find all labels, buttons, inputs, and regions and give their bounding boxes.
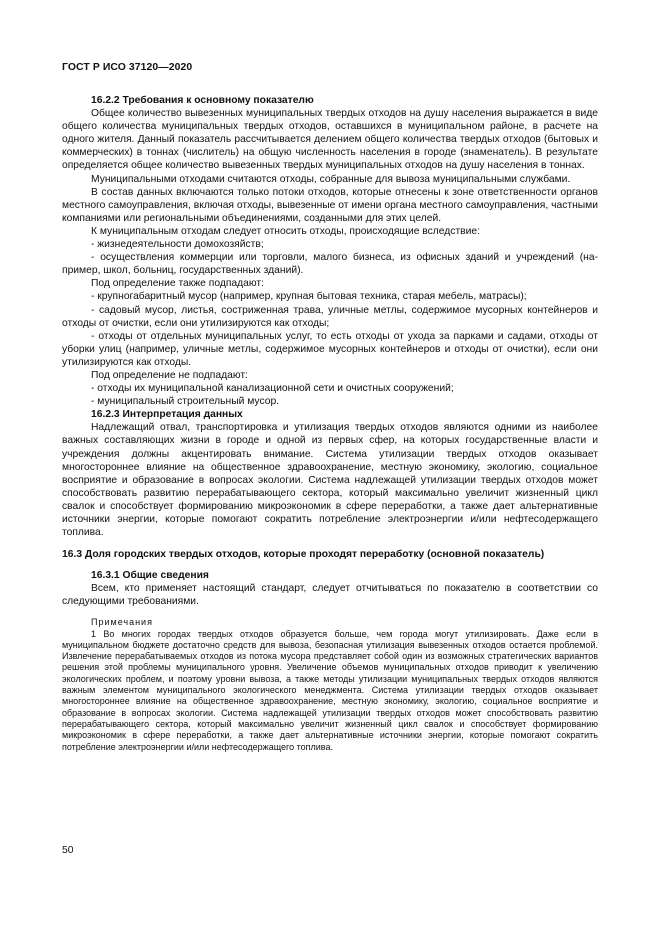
note-1: 1 Во многих городах твердых отходов образуется больше, чем города могут утилизировать. Даже если в муниципальном бюджете достаточно средств для вывоза, безопасная утилизация вывезенных отходов остается проблемой. Извлечение перерабатываемых отходов из потока мусора представляет собой один из возможных стратегических вариантов решения этой проблемы муниципального уровня. Увеличение объемов муниципальных отходов приводит к увеличению экологических проблем, и поэтому уровни вывоза, а также методы утилизации муниципальных твердых отходов являются важным элементом муниципального экологического менеджмента. Система утилизации твердых отходов оказывает многостороннее влияние на общественное здравоохранение, местную экономику, экологию, социальное восприятие и образование в вопросах экологии. Система надлежащей утилизации твердых отходов может способствовать развитию перерабатывающего сектора, который максимально увеличит жизненный цикл свалок и способствует формированию микроэкономик в сфере переработки, а также дает альтернативные источники энергии, которые помогают сократить потребление электроэнергии и/или нефтесодержащего топлива. bbox=[62, 628, 598, 752]
paragraph: Под определение не подпадают: bbox=[91, 369, 248, 381]
paragraph: Общее количество вывезенных муниципальных твердых отходов на душу населения выражается в виде общего количества муниципальных твердых отходов, оставшихся в муниципальном районе, в расчете на одного жителя. Данный показатель рассчитывается делением общего количества твердых отходов (бытовых и коммерческих) в тоннах (числитель) на общую численность населения в городе (знаменатель). В результате определяется общее количество вывезенных твердых муниципальных отходов на душу населения в тоннах. bbox=[62, 108, 598, 172]
page-number: 50 bbox=[62, 845, 74, 856]
section-16-3-1-heading: 16.3.1 Общие сведения bbox=[91, 570, 209, 582]
section-16-2-3-heading: 16.2.3 Интерпретация данных bbox=[91, 409, 243, 421]
notes-title: Примечания bbox=[91, 616, 153, 627]
section-16-3-heading: 16.3 Доля городских твердых отходов, которые проходят переработку (основной показатель) bbox=[62, 549, 545, 561]
paragraph: Всем, кто применяет настоящий стандарт, следует отчитываться по показателю в соответствии со следующими требованиями. bbox=[62, 583, 598, 608]
list-item: - отходы от отдельных муниципальных услуг, то есть отходы от ухода за парками и садами, отходы от уборки улиц (например, уличные метлы, содержимое мусорных контейнеров и отходы от очистки), если они утилизируются как отходы. bbox=[62, 330, 598, 368]
paragraph: Под определение также подпадают: bbox=[91, 278, 264, 290]
standard-header: ГОСТ Р ИСО 37120—2020 bbox=[62, 62, 193, 73]
section-16-2-2-heading: 16.2.2 Требования к основному показателю bbox=[91, 95, 314, 106]
list-item: - жизнедеятельности домохозяйств; bbox=[91, 239, 264, 251]
list-item: - крупногабаритный мусор (например, крупная бытовая техника, старая мебель, матрасы); bbox=[91, 291, 527, 303]
paragraph: К муниципальным отходам следует относить отходы, происходящие вследствие: bbox=[91, 225, 480, 237]
paragraph: Муниципальными отходами считаются отходы, собранные для вывоза муниципальными службами. bbox=[91, 173, 571, 185]
list-item: - осуществления коммерции или торговли, малого бизнеса, из офисных зданий и учреждений (например, школ, больниц, государственных зданий). bbox=[62, 252, 598, 277]
list-item: - муниципальный строительный мусор. bbox=[91, 396, 280, 408]
paragraph: В состав данных включаются только потоки отходов, которые отнесены к зоне ответственности органов местного самоуправления, включая отходы, вывезенные от имени органа местного самоуправления, частными компаниями или региональными объединениями, созданными для этих целей. bbox=[62, 186, 598, 224]
page-body bbox=[62, 94, 598, 753]
list-item: - отходы их муниципальной канализационной сети и очистных сооружений; bbox=[91, 383, 454, 395]
list-item: - садовый мусор, листья, состриженная трава, уличные метлы, содержимое мусорных контейнеров и отходы от очистки, если они утилизируются как отходы; bbox=[62, 304, 598, 329]
paragraph: Надлежащий отвал, транспортировка и утилизация твердых отходов являются одними из наиболее важных составляющих жизни в городе и одной из первых сфер, на которых государственные власти и учреждения должны акцентировать внимание. Система утилизации твердых отходов оказывает многостороннее влияние на общественное здравоохранение, местную экономику, экологию, социальное восприятие и образование в вопросах экологии. Система надлежащей утилизации твердых отходов может способствовать развитию перерабатывающего сектора, который максимально увеличит жизненный цикл свалок и способствует формированию микроэкономик в сфере переработки, а также дает альтернативные источники энергии, которые помогают сократить потребление электроэнергии и/или нефтесодержащего топлива. bbox=[62, 422, 598, 539]
